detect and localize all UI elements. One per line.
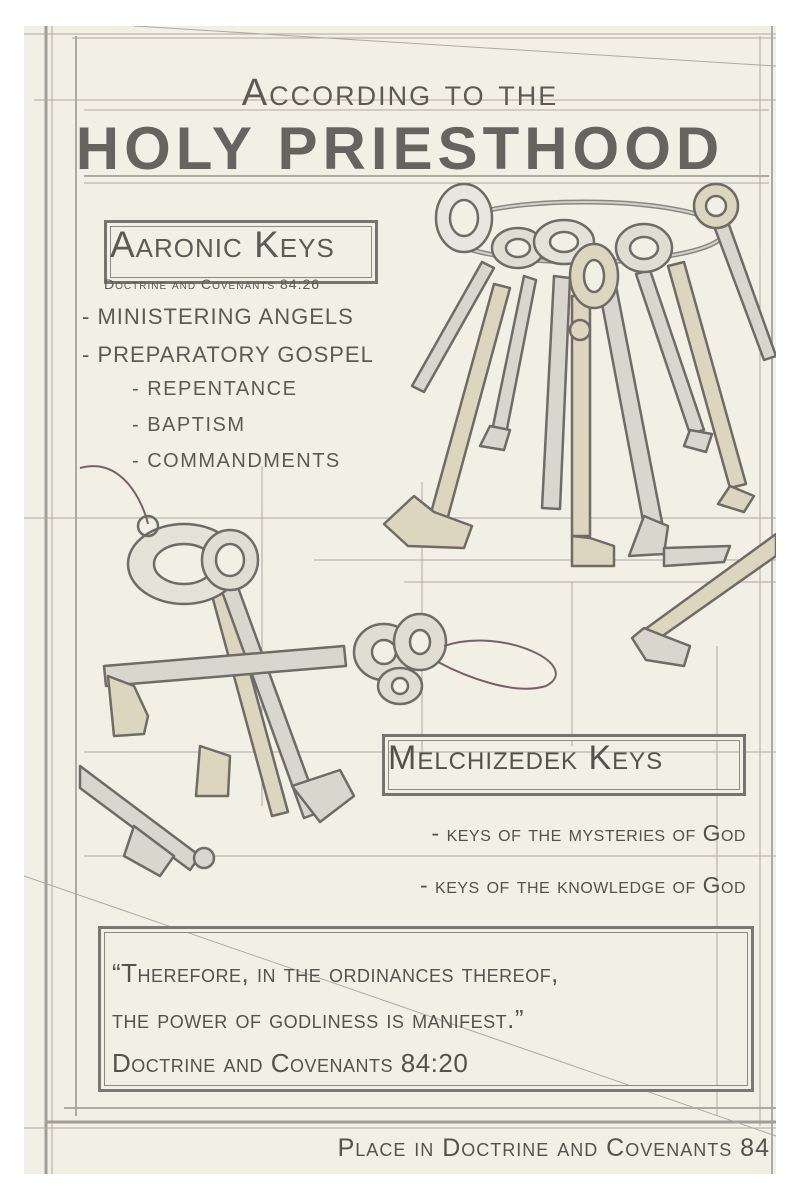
horizontal-key	[104, 614, 556, 736]
header-kicker: According to the	[241, 72, 559, 114]
aaronic-item: - MINISTERING ANGELS	[82, 304, 354, 329]
placement-note: Place in Doctrine and Covenants 84	[337, 1134, 770, 1162]
quote-line: “Therefore, in the ordinances thereof,	[112, 958, 559, 988]
crossed-keys-left	[80, 466, 354, 822]
aaronic-subitem: - COMMANDMENTS	[132, 450, 341, 472]
page-title: HOLY PRIESTHOOD	[75, 115, 725, 182]
aaronic-item: - PREPARATORY GOSPEL	[82, 342, 374, 367]
loose-key-lower-left	[80, 766, 214, 876]
melchizedek-item: - keys of the knowledge of God	[419, 872, 746, 898]
melchizedek-item: - keys of the mysteries of God	[431, 820, 746, 846]
key-bunch	[384, 184, 776, 566]
page-card	[24, 26, 776, 1174]
quote-line: the power of godliness is manifest.”	[112, 1004, 525, 1034]
aaronic-keys-heading: Aaronic Keys	[110, 224, 335, 265]
aaronic-keys-reference: Doctrine and Covenants 84:26	[104, 276, 321, 292]
aaronic-subitem: - BAPTISM	[132, 414, 246, 436]
aaronic-subitem: - REPENTANCE	[132, 378, 298, 400]
quote-citation: Doctrine and Covenants 84:20	[112, 1048, 469, 1078]
melchizedek-keys-heading: Melchizedek Keys	[388, 739, 664, 777]
